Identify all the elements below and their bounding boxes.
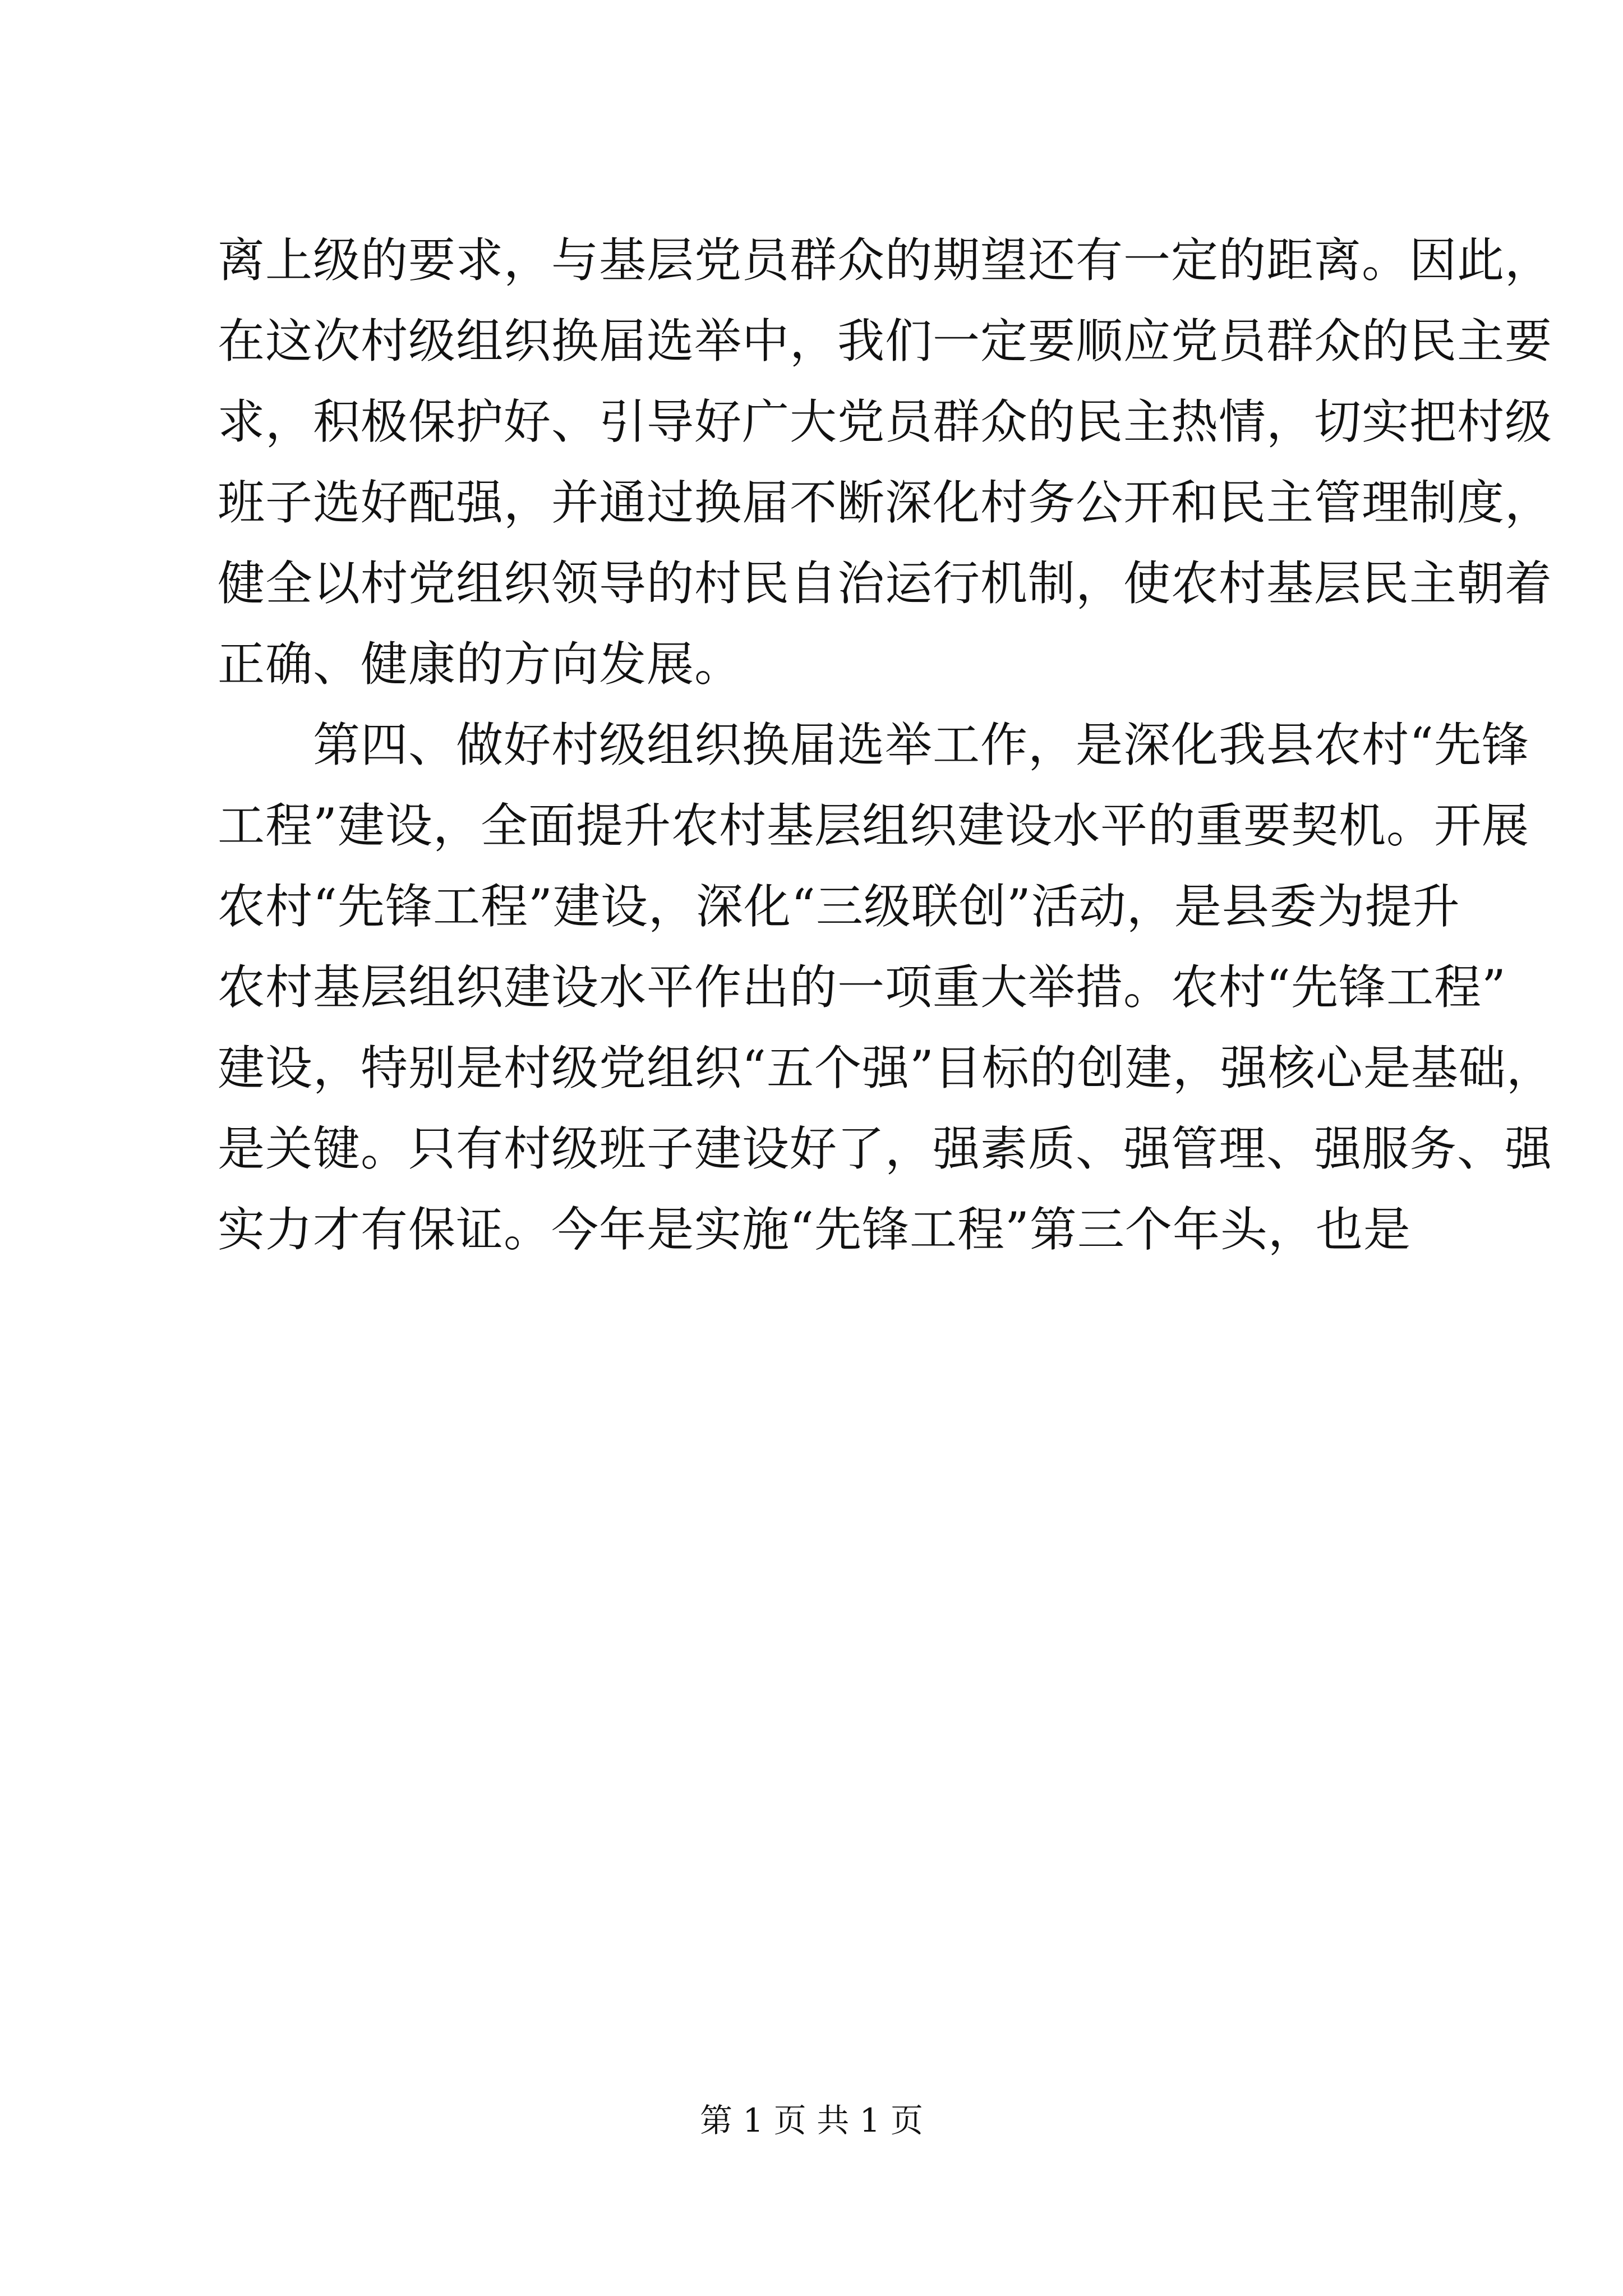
text-line: 健全以村党组织领导的村民自治运行机制，使农村基层民主朝着 bbox=[218, 556, 1553, 611]
page-number: 第 1 页 共 1 页 bbox=[700, 2101, 923, 2139]
text-line: 工程”建设，全面提升农村基层组织建设水平的重要契机。开展 bbox=[218, 798, 1529, 853]
text-line: 实力才有保证。今年是实施“先锋工程”第三个年头，也是 bbox=[218, 1202, 1411, 1257]
paragraph-2 bbox=[218, 705, 1554, 1270]
paragraph-1 bbox=[218, 220, 1553, 705]
text-line: 农村基层组织建设水平作出的一项重大举措。农村“先锋工程” bbox=[218, 960, 1506, 1015]
text-line: 第四、做好村级组织换届选举工作，是深化我县农村“先锋 bbox=[218, 717, 1529, 772]
text-line: 建设，特别是村级党组织“五个强”目标的创建，强核心是基础， bbox=[218, 1041, 1554, 1096]
text-line: 农村“先锋工程”建设，深化“三级联创”活动，是县委为提升 bbox=[218, 879, 1460, 934]
text-line: 离上级的要求，与基层党员群众的期望还有一定的距离。因此， bbox=[218, 233, 1553, 288]
page-footer bbox=[0, 2098, 1623, 2143]
text-line: 正确、健康的方向发展。 bbox=[218, 637, 743, 692]
text-line: 在这次村级组织换届选举中，我们一定要顺应党员群众的民主要 bbox=[218, 314, 1553, 369]
text-line: 班子选好配强，并通过换届不断深化村务公开和民主管理制度， bbox=[218, 475, 1553, 530]
text-line: 求，积极保护好、引导好广大党员群众的民主热情，切实把村级 bbox=[218, 394, 1553, 449]
document-body bbox=[218, 220, 1554, 1270]
text-line: 是关键。只有村级班子建设好了，强素质、强管理、强服务、强 bbox=[218, 1121, 1553, 1176]
